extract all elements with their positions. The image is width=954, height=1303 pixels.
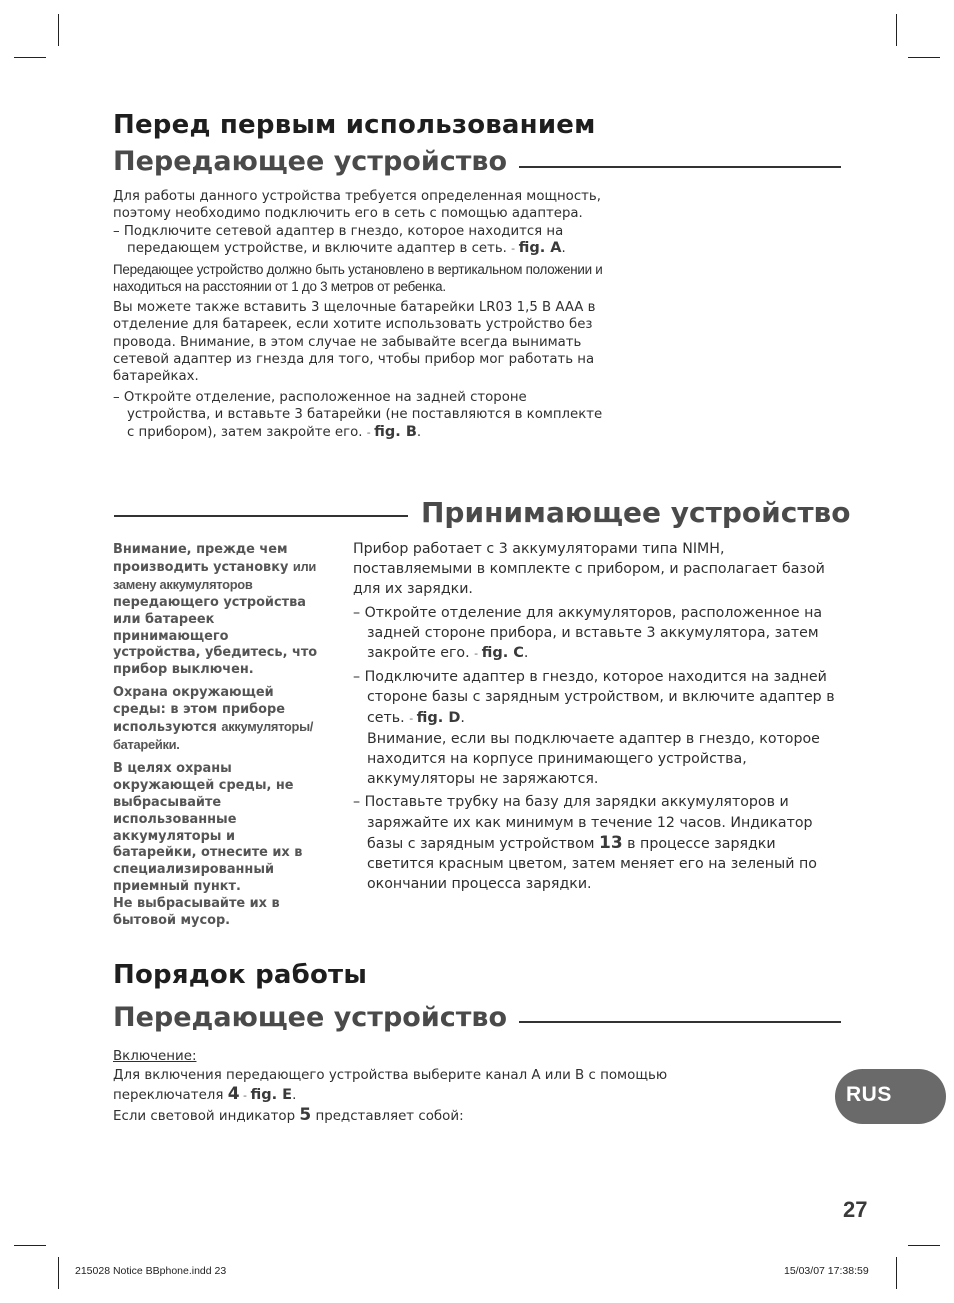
receiver-battery-paragraph: Прибор работает с 3 аккумуляторами типа NIMH, поставляемыми в комплекте с прибором, и располагает базой для их зарядки. (353, 541, 825, 598)
charging-instruction-text: в процессе зарядки светится красным цветом, затем меняет его на зеленый по окончании процесса зарядки. (367, 835, 817, 893)
indicator-number-5: 5 (299, 1104, 312, 1125)
warning-note-part: или замену аккумуляторов (113, 558, 317, 592)
fig-separator: - (511, 242, 519, 256)
footer-timestamp: 15/03/07 17:38:59 (784, 1265, 869, 1277)
base-adapter-instruction-text: – Подключите адаптер в гнездо, которое находится на задней стороне базы с зарядным устройством, и включите адаптер в сеть. (353, 669, 835, 726)
power-paragraph: Для работы данного устройства требуется определенная мощность, поэтому необходимо подключить его в сеть с помощью адаптера. (113, 189, 601, 222)
channel-instruction (113, 1067, 753, 1106)
section-subtitle-transmitter: Передающее устройство (113, 146, 508, 177)
indicator-number-13: 13 (598, 832, 623, 853)
switch-number-4: 4 (227, 1084, 240, 1105)
warning-note (113, 542, 318, 679)
heading-rule (114, 515, 408, 517)
sentence-end: . (523, 645, 529, 662)
base-adapter-instruction (353, 667, 845, 729)
fig-separator: - (474, 647, 482, 661)
fig-separator: - (409, 711, 417, 725)
environment-note-part: Охрана окружающей среды: в этом приборе используются (113, 685, 285, 736)
section-subtitle-receiver: Принимающее устройство (421, 496, 851, 529)
indicator-instruction-text: Если световой индикатор (113, 1108, 300, 1124)
crop-mark (896, 14, 897, 46)
crop-mark (908, 57, 940, 58)
sentence-end: . (416, 424, 422, 440)
adapter-instruction (113, 223, 603, 258)
environment-note (113, 685, 318, 755)
battery-instruction-text: – Откройте отделение, расположенное на задней стороне устройства, и вставьте 3 батарейки (не поставляются в комплекте с прибором), затем закройте его. (113, 389, 603, 440)
footer-file-info: 215028 Notice BBphone.indd 23 (75, 1265, 227, 1277)
crop-mark (58, 14, 59, 46)
fig-separator: - (366, 425, 375, 439)
section-subtitle-transmitter-operation: Передающее устройство (113, 1002, 508, 1033)
battery-instruction (113, 389, 603, 441)
accumulator-instruction (353, 603, 845, 665)
transmitter-setup-text (113, 188, 603, 441)
adapter-instruction-text: – Подключите сетевой адаптер в гнездо, которое находится на передающем устройстве, и включите адаптер в сеть. (113, 223, 564, 257)
recycling-note: В целях охраны окружающей среды, не выбрасывайте использованные аккумуляторы и батарейки, отнесите их в специализированный приемный пункт. (113, 760, 303, 895)
adapter-warning: Внимание, если вы подключаете адаптер в гнездо, которое находится на корпусе принимающего устройства, аккумуляторы не заряжаются. (367, 730, 820, 788)
batteries-paragraph: Вы можете также вставить 3 щелочные батарейки LR03 1,5 В AAA в отделение для батареек, если хотите использовать устройство без провода. Внимание, в этом случае не забывайте всегда вынимать сетевой адаптер из гнезда для того, чтобы прибор мог работать на батарейках. (113, 299, 596, 385)
environment-note-part: аккумуляторы/батарейки. (113, 719, 314, 752)
fig-e-reference: fig. E (250, 1087, 293, 1104)
warning-note-part: Внимание, прежде чем производить установку (113, 542, 289, 575)
accumulator-instruction-text: – Откройте отделение для аккумуляторов, расположенное на задней стороне прибора, и вставьте 3 аккумулятора, затем закройте его. (353, 604, 823, 662)
switch-on-label: Включение: (113, 1049, 197, 1064)
fig-a-reference: fig. A (518, 240, 562, 257)
sentence-end: . (292, 1088, 297, 1104)
sentence-end: . (561, 241, 566, 257)
warning-note-part: передающего устройства или батареек принимающего устройства, убедитесь, что прибор выключен. (113, 594, 318, 678)
section-title-operation: Порядок работы (113, 960, 368, 990)
heading-rule (519, 166, 841, 168)
charging-instruction (353, 792, 845, 894)
crop-mark (14, 57, 46, 58)
channel-instruction-text: Для включения передающего устройства выберите канал A или B с помощью переключателя (113, 1067, 668, 1104)
fig-d-reference: fig. D (416, 709, 461, 726)
section-title-before-first-use: Перед первым использованием (113, 110, 596, 140)
page-number: 27 (843, 1197, 868, 1222)
receiver-setup-text (353, 539, 845, 894)
switch-on-text (113, 1048, 753, 1126)
sentence-end: . (460, 709, 465, 726)
fig-b-reference: fig. B (374, 423, 417, 440)
crop-mark (14, 1245, 46, 1246)
position-paragraph: Передающее устройство должно быть установлено в вертикальном положении и находиться на расстоянии от 1 до 3 метров от ребенка. (113, 261, 603, 295)
crop-mark (908, 1245, 940, 1246)
heading-rule (519, 1021, 841, 1023)
charging-instruction-text: – Поставьте трубку на базу для зарядки аккумуляторов и заряжайте их как минимум в течение 12 часов. Индикатор базы с зарядным устройством (353, 794, 813, 852)
crop-mark (58, 1257, 59, 1289)
crop-mark (896, 1257, 897, 1289)
warning-sidebar (113, 542, 318, 936)
fig-c-reference: fig. C (481, 645, 524, 662)
indicator-instruction-text: представляет собой: (311, 1108, 464, 1124)
disposal-note: Не выбрасывайте их в бытовой мусор. (113, 896, 280, 929)
fig-separator: - (239, 1089, 251, 1103)
language-badge-label: RUS (846, 1083, 892, 1106)
indicator-instruction (113, 1106, 753, 1127)
